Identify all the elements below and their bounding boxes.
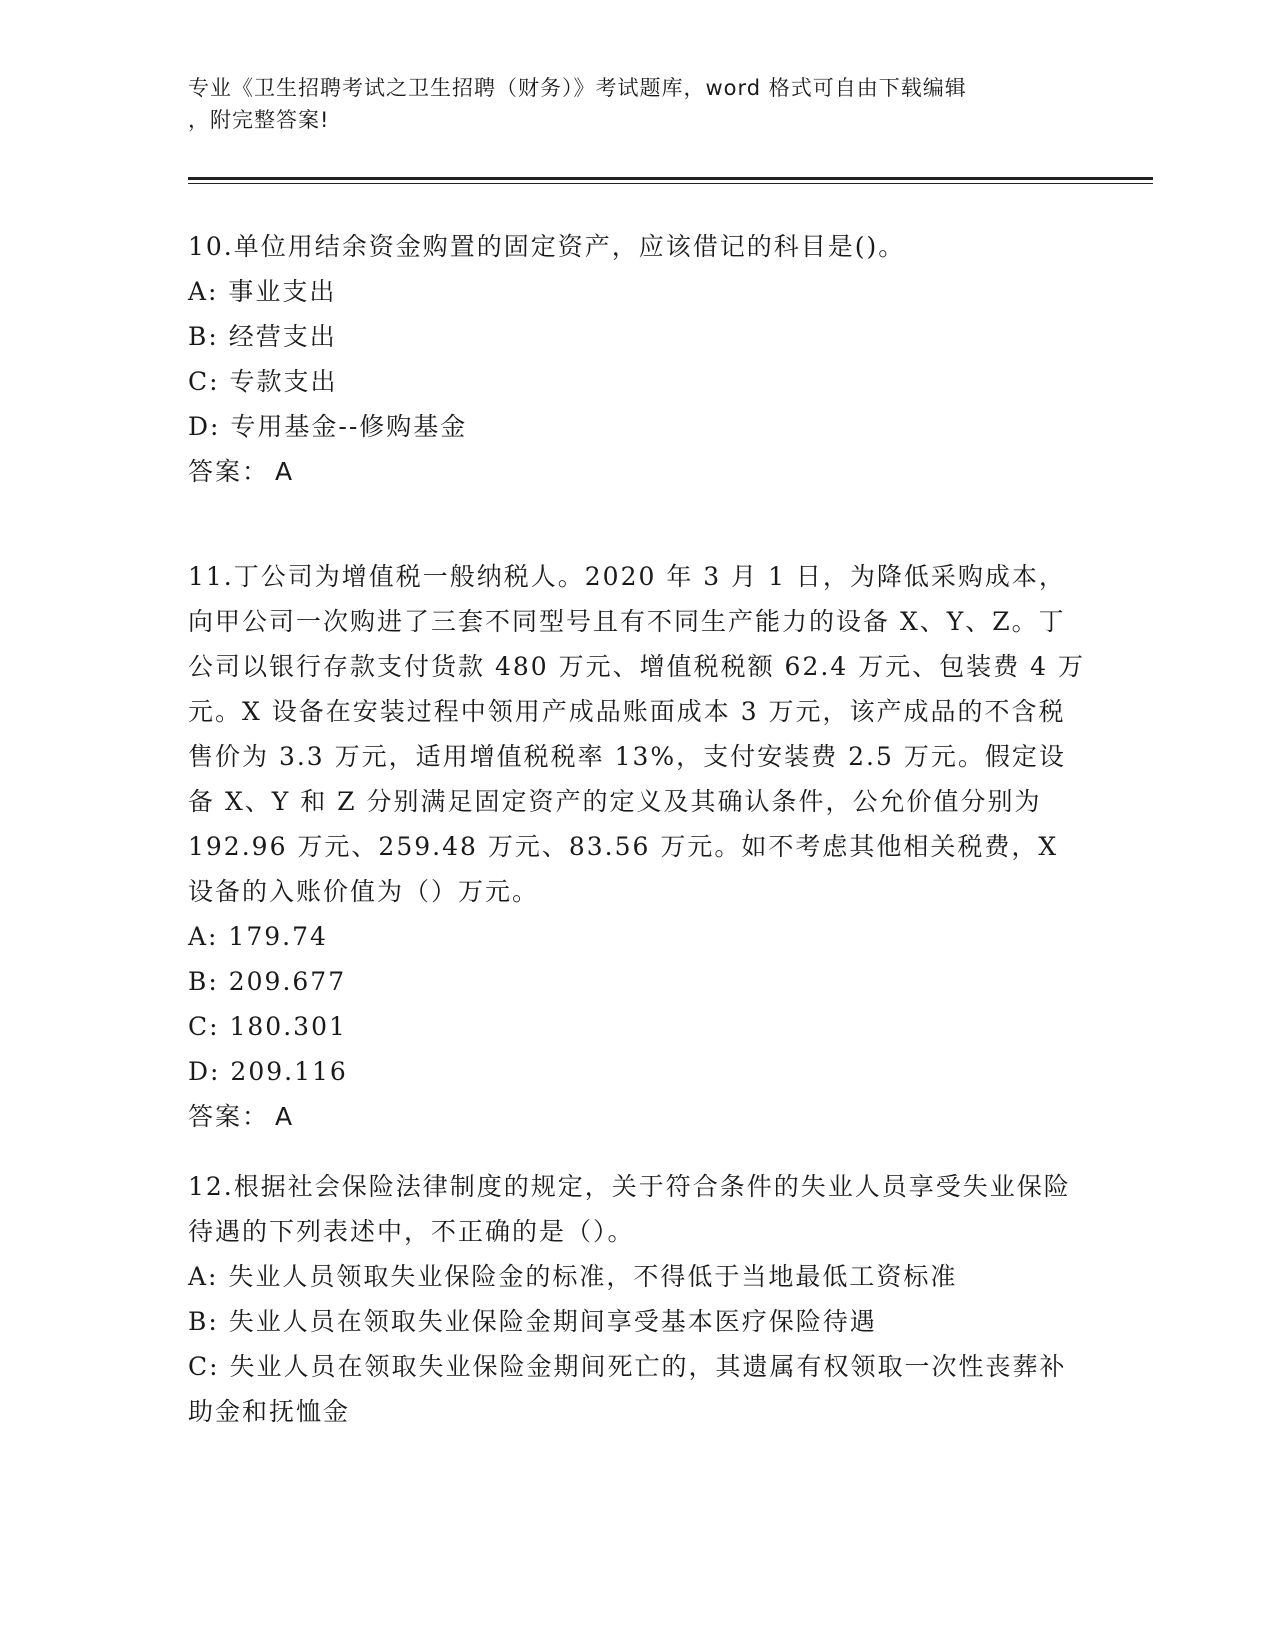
answer-value: A [275,1102,295,1131]
option-b: B: 经营支出 [188,322,337,351]
question-10 [188,224,1088,494]
question-stem: 10.单位用结余资金购置的固定资产，应该借记的科目是()。 [188,232,906,261]
header-divider-thick [188,177,1153,180]
answer [188,449,1088,494]
question-stem: 12.根据社会保险法律制度的规定，关于符合条件的失业人员享受失业保险待遇的下列表述中，不正确的是（）。 [188,1172,1071,1246]
option-b: B: 209.677 [188,967,347,996]
option-c: C: 专款支出 [188,367,338,396]
answer-label: 答案： [188,457,270,486]
option-a: A: 失业人员领取失业保险金的标准，不得低于当地最低工资标准 [188,1262,958,1291]
question-11 [188,554,1088,1139]
document-header [188,72,1088,136]
answer-value: A [275,457,295,486]
question-stem: 11.丁公司为增值税一般纳税人。2020 年 3 月 1 日，为降低采购成本，向甲公司一次购进了三套不同型号且有不同生产能力的设备 X、Y、Z。丁公司以银行存款支付货款 480 万元、增值税税额 62.4 万元、包装费 4 万元。X 设备在安装过程中领用产成品账面成本 3 万元，该产成品的不含税售价为 3.3 万元，适用增值税税率 13%，支付安装费 2.5 万元。假定设备 X、Y 和 Z 分别满足固定资产的定义及其确认条件，公允价值分别为 192.96 万元、259.48 万元、83.56 万元。如不考虑其他相关税费，X 设备的入账价值为（）万元。 [188,562,1085,906]
question-12 [188,1164,1088,1434]
option-d: D: 209.116 [188,1057,348,1086]
option-a: A: 事业支出 [188,277,337,306]
option-c: C: 失业人员在领取失业保险金期间死亡的，其遗属有权领取一次性丧葬补助金和抚恤金 [188,1352,1067,1426]
answer [188,1094,1088,1139]
header-line-1: 专业《卫生招聘考试之卫生招聘（财务）》考试题库，word 格式可自由下载编辑 [188,76,967,100]
header-line-2: ，附完整答案! [188,108,330,132]
option-d: D: 专用基金--修购基金 [188,412,468,441]
option-b: B: 失业人员在领取失业保险金期间享受基本医疗保险待遇 [188,1307,877,1336]
option-a: A: 179.74 [188,922,328,951]
header-divider-thin [188,183,1153,184]
option-c: C: 180.301 [188,1012,347,1041]
answer-label: 答案： [188,1102,270,1131]
